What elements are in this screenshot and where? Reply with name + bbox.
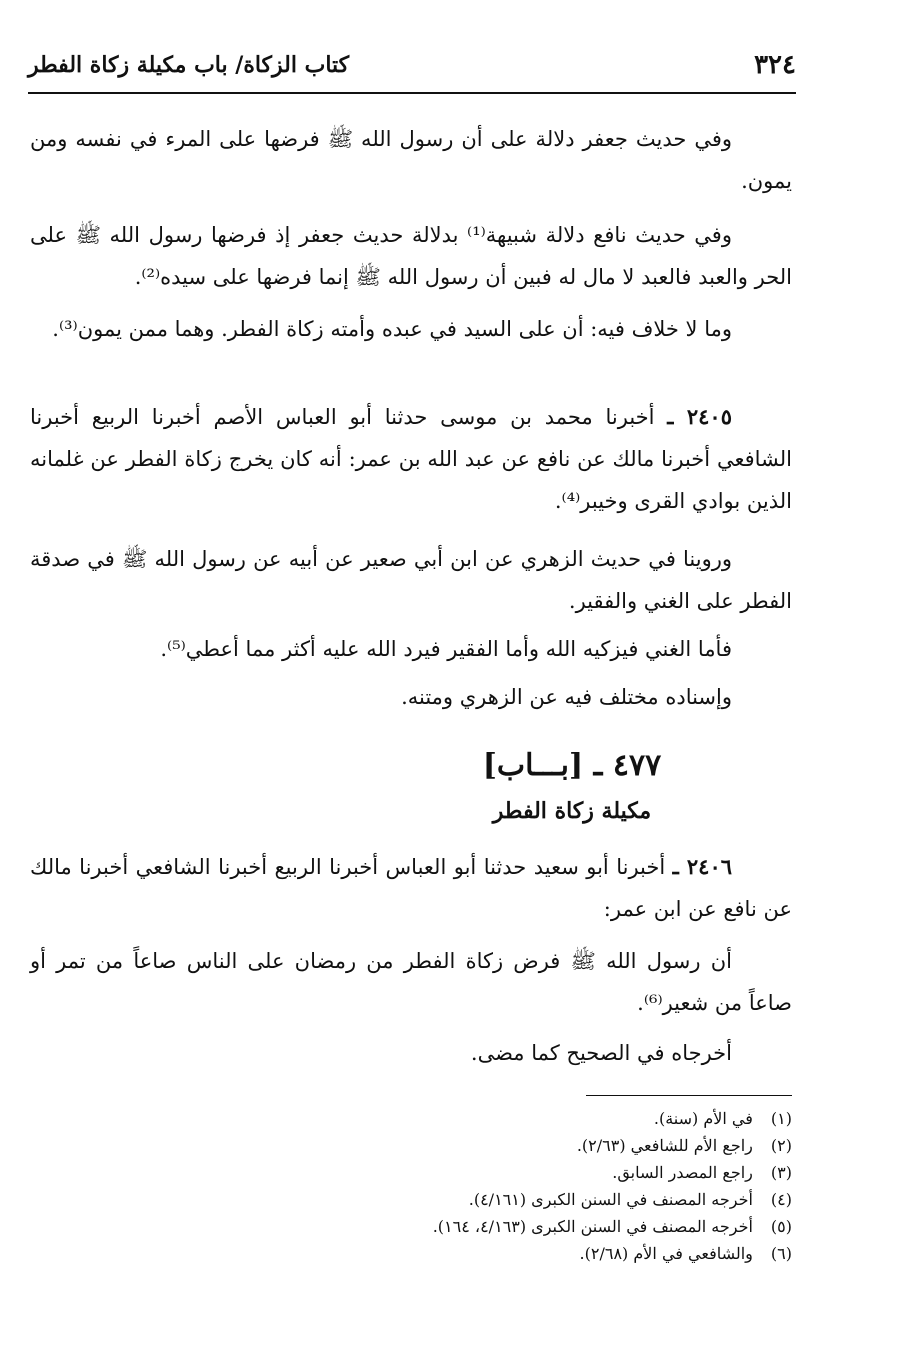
- hadith-text: أخبرنا أبو سعيد حدثنا أبو العباس أخبرنا الربيع أخبرنا الشافعي أخبرنا مالك عن نافع عن ابن عمر:: [30, 855, 792, 921]
- footnote-text: راجع الأم للشافعي (٢/٦٣).: [576, 1136, 753, 1155]
- header-rule: [28, 92, 796, 94]
- footnote-text: أخرجه المصنف في السنن الكبرى (٤/١٦٣، ١٦٤).: [432, 1217, 753, 1236]
- footnote-mark: (٣): [770, 1163, 792, 1182]
- hadith-number: ٢٤٠٦ ـ: [672, 854, 733, 879]
- footnote-text: في الأم (سنة).: [653, 1109, 753, 1128]
- paragraph-nafi: وفي حديث نافع دلالة شبيهة⁽¹⁾ بدلالة حديث جعفر إذ فرضها رسول الله ﷺ على الحر والعبد فالعبد لا مال له فبين أن رسول الله ﷺ إنما فرضها على سيده⁽²⁾.: [30, 223, 792, 289]
- hadith-text: أخبرنا محمد بن موسى حدثنا أبو العباس الأصم أخبرنا الربيع أخبرنا الشافعي أخبرنا مالك عن نافع عن عبد الله بن عمر: أنه كان يخرج زكاة الفطر عن غلمانه الذين بوادي القرى وخيبر⁽⁴⁾.: [30, 405, 792, 513]
- paragraph-zuhri: وروينا في حديث الزهري عن ابن أبي صعير عن أبيه عن رسول الله ﷺ في صدقة الفطر على الغني والفقير.: [30, 547, 792, 613]
- footnote-item: [30, 1159, 792, 1186]
- footnote-text: أخرجه المصنف في السنن الكبرى (٤/١٦١).: [468, 1190, 753, 1209]
- paragraph-sa-tamr: أن رسول الله ﷺ فرض زكاة الفطر من رمضان على الناس صاعاً من تمر أو صاعاً من شعير⁽⁶⁾.: [30, 949, 792, 1015]
- paragraph-jafar: وفي حديث جعفر دلالة على أن رسول الله ﷺ فرضها على المرء في نفسه ومن يمون.: [30, 127, 792, 193]
- paragraph-sahih: أخرجاه في الصحيح كما مضى.: [470, 1041, 732, 1065]
- hadith-2406: [30, 846, 792, 930]
- footnote-mark: (٦): [770, 1244, 792, 1263]
- footnote-text: والشافعي في الأم (٢/٦٨).: [579, 1244, 753, 1263]
- page-number: ٣٢٤: [754, 50, 796, 80]
- running-header-title: كتاب الزكاة/ باب مكيلة زكاة الفطر: [28, 52, 350, 78]
- footnote-item: [30, 1213, 792, 1240]
- footnote-item: [30, 1132, 792, 1159]
- footnote-item: [30, 1186, 792, 1213]
- footnote-text: راجع المصدر السابق.: [612, 1163, 753, 1182]
- footnote-mark: (١): [770, 1109, 792, 1128]
- chapter-number: ٤٧٧ ـ [بـــاب]: [482, 748, 662, 783]
- footnote-item: [30, 1240, 792, 1267]
- paragraph-rich-poor: فأما الغني فيزكيه الله وأما الفقير فيرد الله عليه أكثر مما أعطي⁽⁵⁾.: [160, 637, 732, 661]
- hadith-2405: [30, 396, 792, 522]
- footnote-mark: (٥): [770, 1217, 792, 1236]
- footnote-mark: (٤): [770, 1190, 792, 1209]
- footnote-mark: (٢): [770, 1136, 792, 1155]
- running-header: [28, 48, 796, 92]
- footnotes: [30, 1105, 792, 1267]
- chapter-title: مكيلة زكاة الفطر: [492, 798, 652, 824]
- footnote-item: [30, 1105, 792, 1132]
- paragraph-no-dispute: وما لا خلاف فيه: أن على السيد في عبده وأمته زكاة الفطر. وهما ممن يمون⁽³⁾.: [52, 317, 732, 341]
- hadith-number: ٢٤٠٥ ـ: [667, 404, 732, 429]
- footnote-rule: [586, 1095, 792, 1096]
- paragraph-isnad: وإسناده مختلف فيه عن الزهري ومتنه.: [401, 685, 732, 709]
